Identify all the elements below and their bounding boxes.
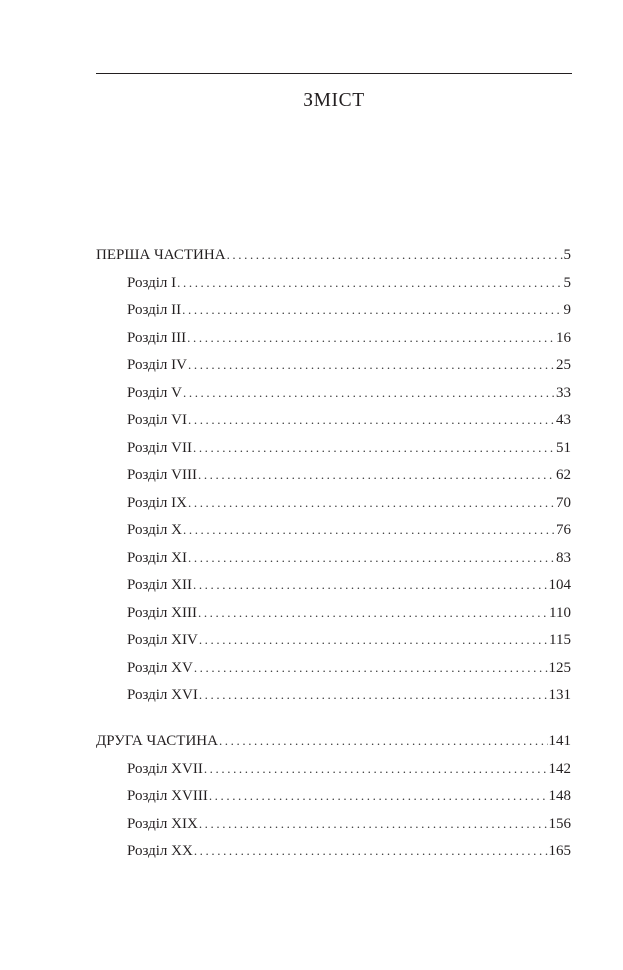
dot-leader	[209, 786, 548, 806]
toc-chapter-row[interactable]	[127, 300, 571, 320]
toc-part-row[interactable]	[96, 731, 571, 751]
toc-chapter-row-page-number: 76	[556, 522, 571, 538]
toc-part-row[interactable]	[96, 245, 571, 265]
dot-leader	[204, 759, 548, 779]
dot-leader	[188, 355, 555, 375]
toc-chapter-row-label: Розділ V	[127, 384, 182, 401]
toc-chapter-row-label: Розділ XII	[127, 577, 192, 593]
page-title: ЗМІСТ	[303, 90, 365, 111]
toc-chapter-row[interactable]	[127, 355, 571, 375]
toc-chapter-row-page-number: 131	[548, 687, 571, 703]
toc-chapter-row[interactable]	[127, 658, 571, 678]
toc-chapter-row-page-number: 33	[556, 384, 571, 401]
dot-leader	[182, 300, 562, 320]
toc-chapter-row-page-number: 62	[556, 467, 571, 483]
dot-leader	[227, 245, 563, 265]
toc-chapter-row-label: Розділ XIII	[127, 604, 197, 621]
toc-chapter-row-page-number: 25	[556, 357, 571, 373]
toc-chapter-row-page-number: 43	[556, 412, 571, 428]
dot-leader	[188, 548, 555, 568]
toc-chapter-row[interactable]	[127, 630, 571, 650]
dot-leader	[219, 731, 548, 751]
toc-chapter-row-label: Розділ IV	[127, 357, 187, 373]
toc-chapter-row-label: Розділ IX	[127, 494, 187, 511]
toc-chapter-row-page-number: 9	[563, 302, 571, 318]
toc-chapter-row[interactable]	[127, 438, 571, 458]
toc-chapter-row-page-number: 156	[548, 815, 571, 832]
toc-chapter-row-page-number: 104	[548, 577, 571, 593]
toc-chapter-row[interactable]	[127, 759, 571, 779]
toc-chapter-row[interactable]	[127, 383, 571, 403]
dot-leader	[188, 493, 555, 513]
toc-part-row-page-number: 5	[563, 247, 571, 263]
toc-chapter-row-label: Розділ VIII	[127, 467, 197, 483]
toc-chapter-row[interactable]	[127, 520, 571, 540]
toc-chapter-row[interactable]	[127, 273, 571, 293]
toc-chapter-row-page-number: 51	[556, 439, 571, 456]
toc-chapter-row-page-number: 110	[549, 604, 571, 621]
toc-chapter-row-page-number: 83	[556, 549, 571, 566]
toc-chapter-row[interactable]	[127, 465, 571, 485]
toc-chapter-row[interactable]	[127, 786, 571, 806]
toc-part-row-label: ДРУГА ЧАСТИНА	[96, 733, 218, 749]
toc-chapter-row[interactable]	[127, 685, 571, 705]
toc-chapter-row[interactable]	[127, 328, 571, 348]
toc-chapter-row-label: Розділ I	[127, 274, 177, 291]
toc-chapter-row-page-number: 125	[548, 659, 571, 676]
toc-chapter-row-label: Розділ XVIII	[127, 788, 208, 804]
toc-chapter-row-page-number: 70	[556, 494, 571, 511]
toc-chapter-row[interactable]	[127, 493, 571, 513]
dot-leader	[187, 328, 555, 348]
toc-chapter-row[interactable]	[127, 575, 571, 595]
toc-chapter-row-label: Розділ VI	[127, 412, 187, 428]
toc-chapter-row-label: Розділ XI	[127, 549, 187, 566]
toc-chapter-row-label: Розділ VII	[127, 439, 192, 456]
toc-chapter-row-page-number: 142	[548, 760, 571, 777]
toc-chapter-row-label: Розділ X	[127, 522, 182, 538]
dot-leader	[188, 410, 555, 430]
dot-leader	[199, 814, 548, 834]
dot-leader	[193, 575, 548, 595]
toc-chapter-row-label: Розділ XX	[127, 843, 193, 859]
toc-part-row-page-number: 141	[548, 733, 571, 749]
toc-chapter-row-label: Розділ XIX	[127, 815, 198, 832]
toc-chapter-row[interactable]	[127, 841, 571, 861]
dot-leader	[194, 658, 548, 678]
toc-chapter-row-label: Розділ XVI	[127, 687, 198, 703]
toc-part-row-label: ПЕРША ЧАСТИНА	[96, 247, 226, 263]
dot-leader	[198, 465, 555, 485]
toc-chapter-row[interactable]	[127, 548, 571, 568]
toc-chapter-row[interactable]	[127, 410, 571, 430]
dot-leader	[183, 520, 555, 540]
toc-chapter-row-label: Розділ XV	[127, 659, 193, 676]
dot-leader	[183, 383, 555, 403]
toc-chapter-row-label: Розділ XIV	[127, 632, 198, 648]
toc-chapter-row-label: Розділ III	[127, 329, 187, 346]
toc-chapter-row-page-number: 16	[556, 329, 571, 346]
dot-leader	[193, 438, 555, 458]
toc-chapter-row-page-number: 5	[563, 274, 571, 291]
dot-leader	[198, 603, 548, 623]
dot-leader	[177, 273, 562, 293]
toc-chapter-row-label: Розділ XVII	[127, 760, 203, 777]
dot-leader	[199, 630, 548, 650]
toc-chapter-row[interactable]	[127, 603, 571, 623]
toc-chapter-row-page-number: 148	[548, 788, 571, 804]
dot-leader	[194, 841, 548, 861]
toc-chapter-row-page-number: 115	[549, 632, 571, 648]
toc-chapter-row-page-number: 165	[548, 843, 571, 859]
dot-leader	[199, 685, 548, 705]
toc-chapter-row[interactable]	[127, 814, 571, 834]
toc-chapter-row-label: Розділ II	[127, 302, 182, 318]
